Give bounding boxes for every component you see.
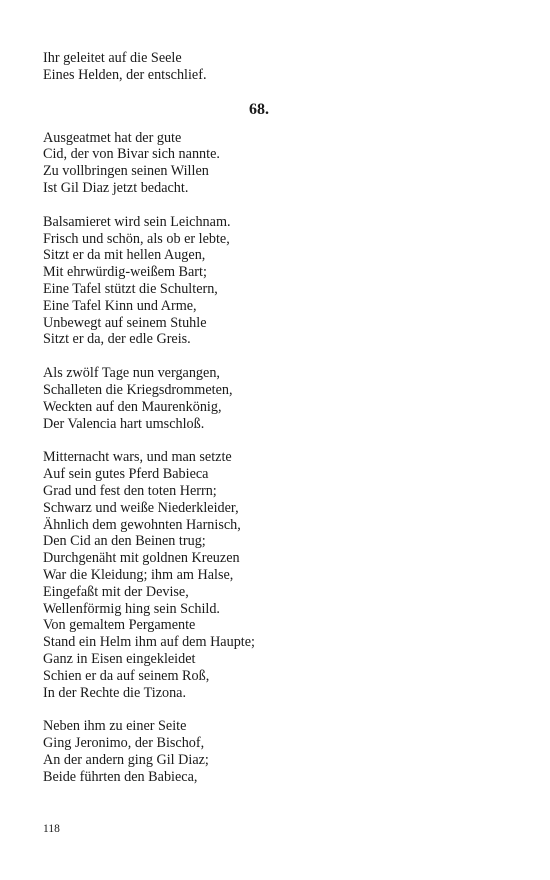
verse-line: Sitzt er da, der edle Greis. [43,331,191,348]
verse-line: Weckten auf den Maurenkönig, [43,398,222,415]
verse-line: Ganz in Eisen eingekleidet [43,650,196,667]
verse-line: Eine Tafel stützt die Schultern, [43,280,218,297]
verse-line: Auf sein gutes Pferd Babieca [43,466,209,483]
verse-line: Balsamieret wird sein Leichnam. [43,213,231,230]
verse-line: Beide führten den Babieca, [43,768,198,785]
verse-line: An der andern ging Gil Diaz; [43,751,209,768]
verse-line: Schien er da auf seinem Roß, [43,667,210,684]
poem-text [43,50,503,802]
stanza [43,50,503,84]
verse-line: Schalleten die Kriegsdrommeten, [43,381,233,398]
stanza [43,449,503,701]
verse-line: Ähnlich dem gewohnten Harnisch, [43,516,241,533]
verse-line: Zu vollbringen seinen Willen [43,163,209,180]
verse-line: Wellenförmig hing sein Schild. [43,600,220,617]
verse-line: Den Cid an den Beinen trug; [43,533,206,550]
verse-line: Ausgeatmet hat der gute [43,129,182,146]
section-stanzas [43,130,503,786]
verse-line: Von gemaltem Pergamente [43,617,196,634]
verse-line: Eingefaßt mit der Devise, [43,583,189,600]
verse-line: Sitzt er da mit hellen Augen, [43,247,206,264]
verse-line: Frisch und schön, als ob er lebte, [43,230,230,247]
stanza [43,214,503,348]
verse-line: Unbewegt auf seinem Stuhle [43,314,207,331]
section-number: 68. [249,100,269,118]
verse-line: Mit ehrwürdig-weißem Bart; [43,264,207,281]
verse-line: Durchgenäht mit goldnen Kreuzen [43,550,240,567]
stanza [43,365,503,432]
verse-line: Schwarz und weiße Niederkleider, [43,499,239,516]
stanza [43,130,503,197]
verse-line: Ihr geleitet auf die Seele [43,50,182,66]
verse-line: Mitternacht wars, und man setzte [43,449,232,466]
verse-line: Ist Gil Diaz jetzt bedacht. [43,179,189,196]
verse-line: Grad und fest den toten Herrn; [43,482,217,499]
verse-line: Als zwölf Tage nun vergangen, [43,365,220,382]
verse-line: In der Rechte die Tizona. [43,684,187,701]
page-number: 118 [43,823,60,835]
stanza [43,718,503,785]
verse-line: Neben ihm zu einer Seite [43,718,187,735]
verse-line: Cid, der von Bivar sich nannte. [43,146,220,163]
verse-line: Stand ein Helm ihm auf dem Haupte; [43,634,255,651]
verse-line: Eine Tafel Kinn und Arme, [43,297,197,314]
verse-line: War die Kleidung; ihm am Halse, [43,566,234,583]
preceding-stanzas [43,50,503,84]
verse-line: Eines Helden, der entschlief. [43,66,207,83]
verse-line: Ging Jeronimo, der Bischof, [43,735,205,752]
verse-line: Der Valencia hart umschloß. [43,415,205,432]
